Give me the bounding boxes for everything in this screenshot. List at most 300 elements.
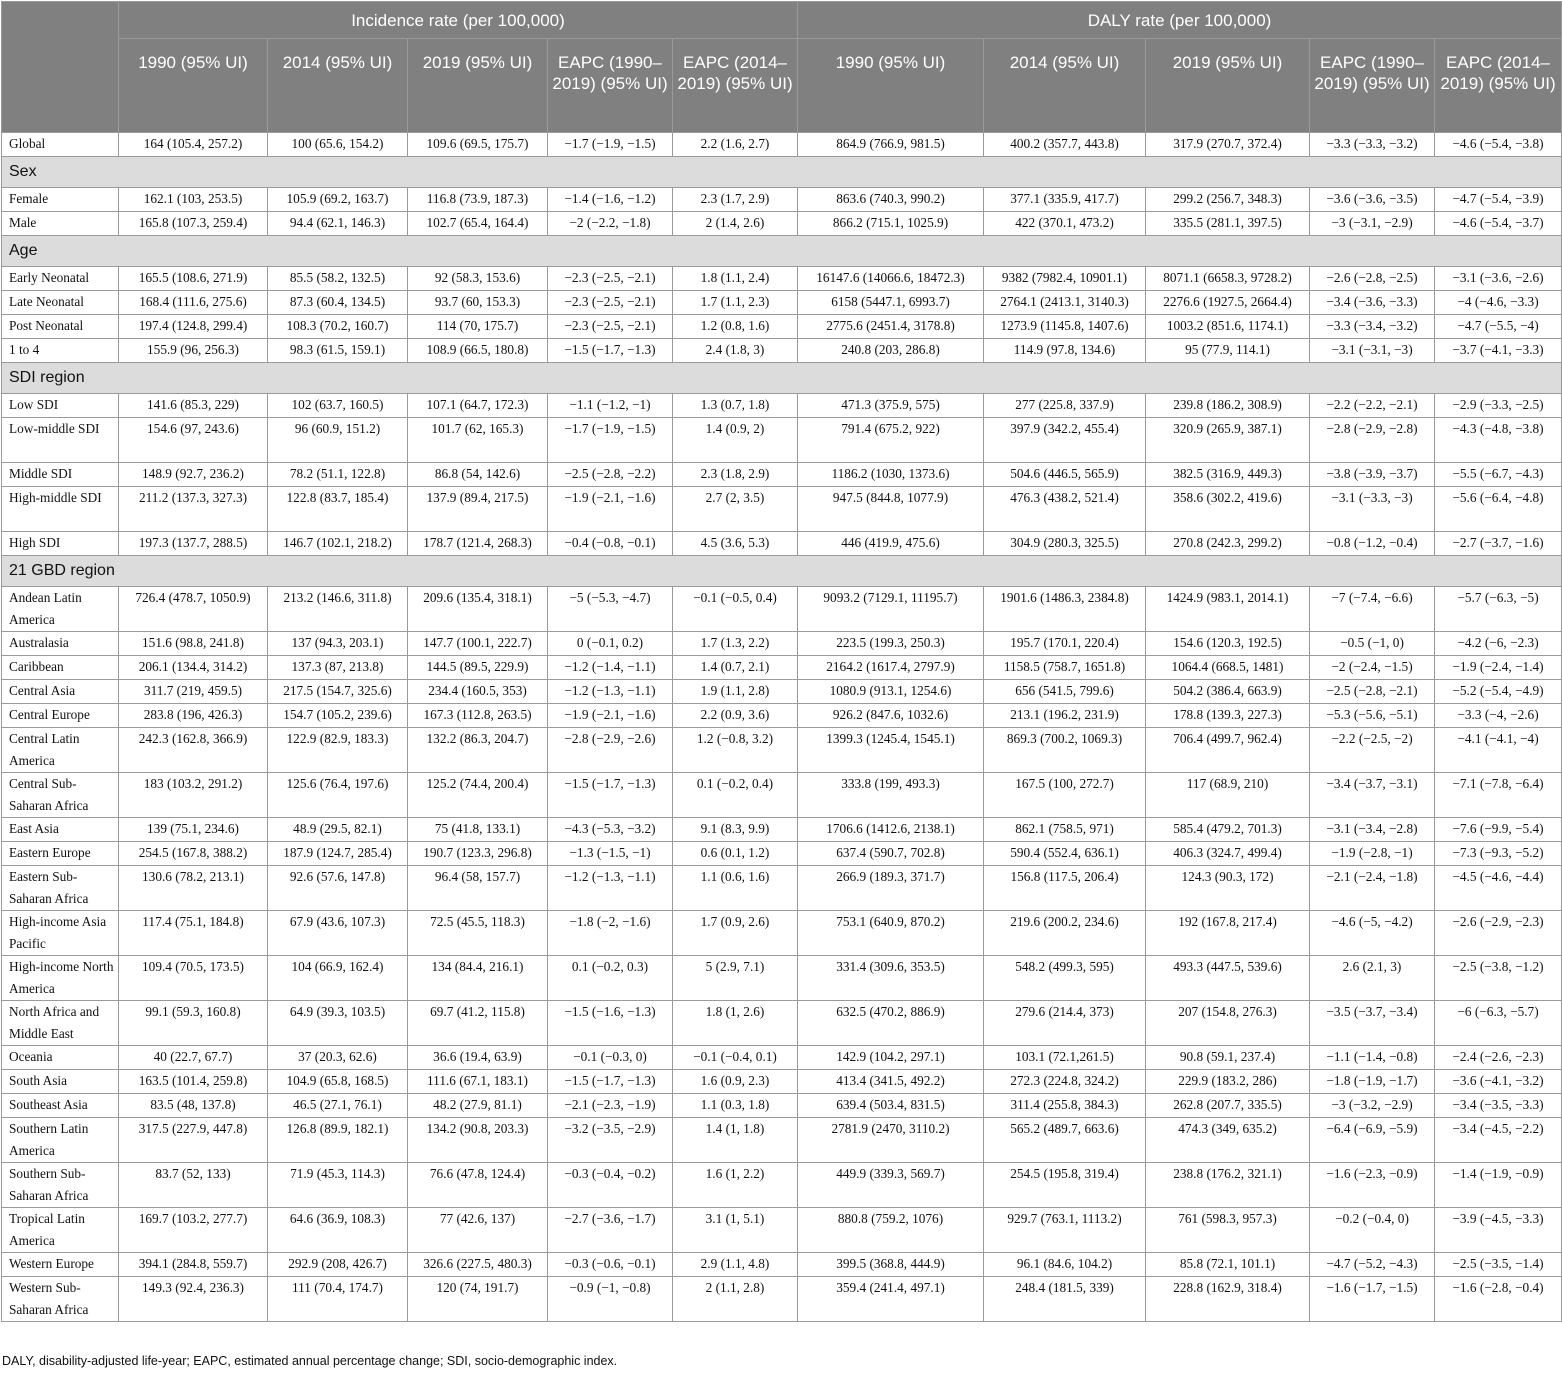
data-cell: 0.1 (−0.2, 0.3) bbox=[548, 956, 673, 1001]
data-cell: 137.9 (89.4, 217.5) bbox=[408, 487, 548, 532]
table-row bbox=[2, 1208, 1562, 1253]
column-header: EAPC (2014–2019) (95% UI) bbox=[1435, 39, 1562, 133]
data-cell: 272.3 (224.8, 324.2) bbox=[984, 1070, 1146, 1094]
data-cell: −4 (−4.6, −3.3) bbox=[1435, 291, 1562, 315]
data-cell: −1.3 (−1.5, −1) bbox=[548, 842, 673, 866]
group-header-daly: DALY rate (per 100,000) bbox=[798, 2, 1562, 39]
data-cell: 311.4 (255.8, 384.3) bbox=[984, 1094, 1146, 1118]
data-cell: 292.9 (208, 426.7) bbox=[268, 1253, 408, 1277]
column-header: 2019 (95% UI) bbox=[1146, 39, 1310, 133]
data-cell: −3.1 (−3.6, −2.6) bbox=[1435, 267, 1562, 291]
data-cell: −1.9 (−2.8, −1) bbox=[1310, 842, 1435, 866]
data-cell: 1.7 (1.3, 2.2) bbox=[673, 632, 798, 656]
table-row bbox=[2, 1070, 1562, 1094]
data-cell: 2 (1.1, 2.8) bbox=[673, 1277, 798, 1322]
data-cell: 1158.5 (758.7, 1651.8) bbox=[984, 656, 1146, 680]
data-cell: 103.1 (72.1,261.5) bbox=[984, 1046, 1146, 1070]
data-cell: 223.5 (199.3, 250.3) bbox=[798, 632, 984, 656]
table-row bbox=[2, 188, 1562, 212]
section-row bbox=[2, 157, 1562, 188]
data-cell: 254.5 (195.8, 319.4) bbox=[984, 1163, 1146, 1208]
row-label: High SDI bbox=[2, 532, 119, 556]
data-cell: 311.7 (219, 459.5) bbox=[119, 680, 268, 704]
row-label: Middle SDI bbox=[2, 463, 119, 487]
row-label: Central Asia bbox=[2, 680, 119, 704]
data-cell: 197.4 (124.8, 299.4) bbox=[119, 315, 268, 339]
table-row bbox=[2, 463, 1562, 487]
data-cell: 125.6 (76.4, 197.6) bbox=[268, 773, 408, 818]
data-cell: −3.4 (−3.7, −3.1) bbox=[1310, 773, 1435, 818]
data-cell: −2.6 (−2.9, −2.3) bbox=[1435, 911, 1562, 956]
data-cell: −0.5 (−1, 0) bbox=[1310, 632, 1435, 656]
data-cell: 234.4 (160.5, 353) bbox=[408, 680, 548, 704]
data-cell: 304.9 (280.3, 325.5) bbox=[984, 532, 1146, 556]
row-label: Central Europe bbox=[2, 704, 119, 728]
data-cell: −4.6 (−5.4, −3.7) bbox=[1435, 212, 1562, 236]
row-label: Oceania bbox=[2, 1046, 119, 1070]
data-cell: −3.4 (−4.5, −2.2) bbox=[1435, 1118, 1562, 1163]
data-cell: 130.6 (78.2, 213.1) bbox=[119, 866, 268, 911]
data-cell: 317.9 (270.7, 372.4) bbox=[1146, 133, 1310, 157]
data-cell: 139 (75.1, 234.6) bbox=[119, 818, 268, 842]
data-cell: 397.9 (342.2, 455.4) bbox=[984, 418, 1146, 463]
data-cell: −2.4 (−2.6, −2.3) bbox=[1435, 1046, 1562, 1070]
data-cell: 85.8 (72.1, 101.1) bbox=[1146, 1253, 1310, 1277]
data-cell: 753.1 (640.9, 870.2) bbox=[798, 911, 984, 956]
data-cell: 117.4 (75.1, 184.8) bbox=[119, 911, 268, 956]
row-label: Early Neonatal bbox=[2, 267, 119, 291]
data-cell: 209.6 (135.4, 318.1) bbox=[408, 587, 548, 632]
data-cell: 1.3 (0.7, 1.8) bbox=[673, 394, 798, 418]
data-cell: 1064.4 (668.5, 1481) bbox=[1146, 656, 1310, 680]
data-cell: 1186.2 (1030, 1373.6) bbox=[798, 463, 984, 487]
data-cell: −0.8 (−1.2, −0.4) bbox=[1310, 532, 1435, 556]
data-cell: 102 (63.7, 160.5) bbox=[268, 394, 408, 418]
data-cell: 0.1 (−0.2, 0.4) bbox=[673, 773, 798, 818]
data-cell: −7.1 (−7.8, −6.4) bbox=[1435, 773, 1562, 818]
data-cell: −1.9 (−2.1, −1.6) bbox=[548, 704, 673, 728]
data-cell: −3.2 (−3.5, −2.9) bbox=[548, 1118, 673, 1163]
table-footnote: DALY, disability-adjusted life-year; EAPC, estimated annual percentage change; SDI, socio-demographic index. bbox=[2, 1354, 618, 1368]
data-cell: −4.2 (−6, −2.3) bbox=[1435, 632, 1562, 656]
data-cell: −1.2 (−1.4, −1.1) bbox=[548, 656, 673, 680]
data-cell: 1273.9 (1145.8, 1407.6) bbox=[984, 315, 1146, 339]
data-cell: 791.4 (675.2, 922) bbox=[798, 418, 984, 463]
data-cell: 2.3 (1.8, 2.9) bbox=[673, 463, 798, 487]
data-cell: 120 (74, 191.7) bbox=[408, 1277, 548, 1322]
data-cell: −3.4 (−3.6, −3.3) bbox=[1310, 291, 1435, 315]
data-cell: 96 (60.9, 151.2) bbox=[268, 418, 408, 463]
data-cell: 1.9 (1.1, 2.8) bbox=[673, 680, 798, 704]
data-cell: 167.3 (112.8, 263.5) bbox=[408, 704, 548, 728]
data-cell: 109.6 (69.5, 175.7) bbox=[408, 133, 548, 157]
table-row bbox=[2, 680, 1562, 704]
data-cell: −0.3 (−0.4, −0.2) bbox=[548, 1163, 673, 1208]
data-cell: 929.7 (763.1, 1113.2) bbox=[984, 1208, 1146, 1253]
table-row bbox=[2, 291, 1562, 315]
data-cell: 108.3 (70.2, 160.7) bbox=[268, 315, 408, 339]
data-cell: 213.2 (146.6, 311.8) bbox=[268, 587, 408, 632]
data-cell: 656 (541.5, 799.6) bbox=[984, 680, 1146, 704]
data-cell: 105.9 (69.2, 163.7) bbox=[268, 188, 408, 212]
data-cell: 248.4 (181.5, 339) bbox=[984, 1277, 1146, 1322]
section-row bbox=[2, 236, 1562, 267]
data-cell: −2.1 (−2.3, −1.9) bbox=[548, 1094, 673, 1118]
column-header: EAPC (1990–2019) (95% UI) bbox=[1310, 39, 1435, 133]
data-cell: −4.7 (−5.2, −4.3) bbox=[1310, 1253, 1435, 1277]
data-cell: −3.3 (−4, −2.6) bbox=[1435, 704, 1562, 728]
data-cell: 125.2 (74.4, 200.4) bbox=[408, 773, 548, 818]
table-row bbox=[2, 1163, 1562, 1208]
data-cell: 1.6 (0.9, 2.3) bbox=[673, 1070, 798, 1094]
data-cell: 504.6 (446.5, 565.9) bbox=[984, 463, 1146, 487]
data-cell: 190.7 (123.3, 296.8) bbox=[408, 842, 548, 866]
data-cell: 114.9 (97.8, 134.6) bbox=[984, 339, 1146, 363]
data-cell: 283.8 (196, 426.3) bbox=[119, 704, 268, 728]
data-cell: 137 (94.3, 203.1) bbox=[268, 632, 408, 656]
data-cell: 299.2 (256.7, 348.3) bbox=[1146, 188, 1310, 212]
row-label: Southeast Asia bbox=[2, 1094, 119, 1118]
data-cell: 279.6 (214.4, 373) bbox=[984, 1001, 1146, 1046]
data-cell: −1.5 (−1.7, −1.3) bbox=[548, 1070, 673, 1094]
data-cell: −0.1 (−0.3, 0) bbox=[548, 1046, 673, 1070]
data-cell: 87.3 (60.4, 134.5) bbox=[268, 291, 408, 315]
table-row bbox=[2, 728, 1562, 773]
data-cell: 108.9 (66.5, 180.8) bbox=[408, 339, 548, 363]
data-cell: 76.6 (47.8, 124.4) bbox=[408, 1163, 548, 1208]
table-row bbox=[2, 418, 1562, 463]
table-row bbox=[2, 1046, 1562, 1070]
row-label: Andean Latin America bbox=[2, 587, 119, 632]
table-row bbox=[2, 1094, 1562, 1118]
data-cell: −4.1 (−4.1, −4) bbox=[1435, 728, 1562, 773]
row-label: Southern Sub-Saharan Africa bbox=[2, 1163, 119, 1208]
data-cell: 471.3 (375.9, 575) bbox=[798, 394, 984, 418]
data-cell: 382.5 (316.9, 449.3) bbox=[1146, 463, 1310, 487]
data-cell: 104 (66.9, 162.4) bbox=[268, 956, 408, 1001]
data-cell: 399.5 (368.8, 444.9) bbox=[798, 1253, 984, 1277]
table-body bbox=[2, 133, 1562, 1322]
data-cell: −1.7 (−1.9, −1.5) bbox=[548, 418, 673, 463]
data-cell: −3.3 (−3.4, −3.2) bbox=[1310, 315, 1435, 339]
data-cell: −1.5 (−1.6, −1.3) bbox=[548, 1001, 673, 1046]
data-cell: 213.1 (196.2, 231.9) bbox=[984, 704, 1146, 728]
table-row bbox=[2, 1118, 1562, 1163]
data-cell: −2.8 (−2.9, −2.8) bbox=[1310, 418, 1435, 463]
table-row bbox=[2, 212, 1562, 236]
data-cell: 95 (77.9, 114.1) bbox=[1146, 339, 1310, 363]
data-cell: 217.5 (154.7, 325.6) bbox=[268, 680, 408, 704]
data-cell: 266.9 (189.3, 371.7) bbox=[798, 866, 984, 911]
data-cell: 394.1 (284.8, 559.7) bbox=[119, 1253, 268, 1277]
row-label: Male bbox=[2, 212, 119, 236]
data-cell: 358.6 (302.2, 419.6) bbox=[1146, 487, 1310, 532]
data-cell: −0.9 (−1, −0.8) bbox=[548, 1277, 673, 1322]
data-cell: −3.1 (−3.1, −3) bbox=[1310, 339, 1435, 363]
data-cell: 111.6 (67.1, 183.1) bbox=[408, 1070, 548, 1094]
section-label: 21 GBD region bbox=[2, 556, 1562, 587]
data-cell: −0.1 (−0.4, 0.1) bbox=[673, 1046, 798, 1070]
data-cell: 211.2 (137.3, 327.3) bbox=[119, 487, 268, 532]
data-cell: 155.9 (96, 256.3) bbox=[119, 339, 268, 363]
column-header: 2014 (95% UI) bbox=[268, 39, 408, 133]
data-cell: −1.9 (−2.4, −1.4) bbox=[1435, 656, 1562, 680]
data-cell: 3.1 (1, 5.1) bbox=[673, 1208, 798, 1253]
column-header: 2019 (95% UI) bbox=[408, 39, 548, 133]
data-cell: 48.9 (29.5, 82.1) bbox=[268, 818, 408, 842]
data-cell: −1.6 (−1.7, −1.5) bbox=[1310, 1277, 1435, 1322]
data-cell: −2.7 (−3.7, −1.6) bbox=[1435, 532, 1562, 556]
data-cell: 187.9 (124.7, 285.4) bbox=[268, 842, 408, 866]
data-cell: 637.4 (590.7, 702.8) bbox=[798, 842, 984, 866]
data-cell: −2.2 (−2.5, −2) bbox=[1310, 728, 1435, 773]
table-row bbox=[2, 911, 1562, 956]
data-cell: −3.8 (−3.9, −3.7) bbox=[1310, 463, 1435, 487]
data-cell: −2.1 (−2.4, −1.8) bbox=[1310, 866, 1435, 911]
data-cell: 1.1 (0.3, 1.8) bbox=[673, 1094, 798, 1118]
data-cell: 117 (68.9, 210) bbox=[1146, 773, 1310, 818]
row-label: High-income Asia Pacific bbox=[2, 911, 119, 956]
data-cell: −2.3 (−2.5, −2.1) bbox=[548, 291, 673, 315]
data-cell: 163.5 (101.4, 259.8) bbox=[119, 1070, 268, 1094]
data-cell: −2.8 (−2.9, −2.6) bbox=[548, 728, 673, 773]
corner-header bbox=[2, 2, 119, 133]
data-cell: 947.5 (844.8, 1077.9) bbox=[798, 487, 984, 532]
data-cell: 1.6 (1, 2.2) bbox=[673, 1163, 798, 1208]
data-cell: 1.7 (0.9, 2.6) bbox=[673, 911, 798, 956]
data-cell: 156.8 (117.5, 206.4) bbox=[984, 866, 1146, 911]
data-cell: 151.6 (98.8, 241.8) bbox=[119, 632, 268, 656]
row-label: Western Europe bbox=[2, 1253, 119, 1277]
data-cell: 2775.6 (2451.4, 3178.8) bbox=[798, 315, 984, 339]
data-cell: 192 (167.8, 217.4) bbox=[1146, 911, 1310, 956]
data-cell: −4.3 (−5.3, −3.2) bbox=[548, 818, 673, 842]
data-cell: 406.3 (324.7, 499.4) bbox=[1146, 842, 1310, 866]
data-cell: −2.6 (−2.8, −2.5) bbox=[1310, 267, 1435, 291]
data-cell: 590.4 (552.4, 636.1) bbox=[984, 842, 1146, 866]
data-cell: −5.3 (−5.6, −5.1) bbox=[1310, 704, 1435, 728]
table-row bbox=[2, 267, 1562, 291]
row-label: Post Neonatal bbox=[2, 315, 119, 339]
data-cell: −4.7 (−5.5, −4) bbox=[1435, 315, 1562, 339]
data-cell: 2.4 (1.8, 3) bbox=[673, 339, 798, 363]
data-cell: 632.5 (470.2, 886.9) bbox=[798, 1001, 984, 1046]
row-label: Central Sub-Saharan Africa bbox=[2, 773, 119, 818]
data-cell: 96.4 (58, 157.7) bbox=[408, 866, 548, 911]
data-cell: −1.2 (−1.3, −1.1) bbox=[548, 866, 673, 911]
data-cell: 1.8 (1, 2.6) bbox=[673, 1001, 798, 1046]
data-cell: 2.9 (1.1, 4.8) bbox=[673, 1253, 798, 1277]
data-cell: 880.8 (759.2, 1076) bbox=[798, 1208, 984, 1253]
data-cell: 864.9 (766.9, 981.5) bbox=[798, 133, 984, 157]
data-cell: 64.9 (39.3, 103.5) bbox=[268, 1001, 408, 1046]
data-cell: 72.5 (45.5, 118.3) bbox=[408, 911, 548, 956]
data-cell: 86.8 (54, 142.6) bbox=[408, 463, 548, 487]
row-label: South Asia bbox=[2, 1070, 119, 1094]
data-cell: 228.8 (162.9, 318.4) bbox=[1146, 1277, 1310, 1322]
data-cell: −3.1 (−3.4, −2.8) bbox=[1310, 818, 1435, 842]
row-label: High-middle SDI bbox=[2, 487, 119, 532]
data-cell: 548.2 (499.3, 595) bbox=[984, 956, 1146, 1001]
data-cell: 100 (65.6, 154.2) bbox=[268, 133, 408, 157]
data-cell: 2.7 (2, 3.5) bbox=[673, 487, 798, 532]
data-cell: 165.8 (107.3, 259.4) bbox=[119, 212, 268, 236]
data-cell: −5.5 (−6.7, −4.3) bbox=[1435, 463, 1562, 487]
table-row bbox=[2, 956, 1562, 1001]
data-cell: −0.3 (−0.6, −0.1) bbox=[548, 1253, 673, 1277]
incidence-daly-table bbox=[1, 1, 1562, 1322]
section-label: Sex bbox=[2, 157, 1562, 188]
data-cell: 94.4 (62.1, 146.3) bbox=[268, 212, 408, 236]
data-cell: 122.8 (83.7, 185.4) bbox=[268, 487, 408, 532]
data-cell: −1.2 (−1.3, −1.1) bbox=[548, 680, 673, 704]
data-cell: 9.1 (8.3, 9.9) bbox=[673, 818, 798, 842]
data-cell: 1.8 (1.1, 2.4) bbox=[673, 267, 798, 291]
data-cell: −3.3 (−3.3, −3.2) bbox=[1310, 133, 1435, 157]
column-header: EAPC (1990–2019) (95% UI) bbox=[548, 39, 673, 133]
data-cell: 148.9 (92.7, 236.2) bbox=[119, 463, 268, 487]
data-cell: 107.1 (64.7, 172.3) bbox=[408, 394, 548, 418]
data-cell: 2 (1.4, 2.6) bbox=[673, 212, 798, 236]
data-cell: 1.1 (0.6, 1.6) bbox=[673, 866, 798, 911]
data-cell: −3.4 (−3.5, −3.3) bbox=[1435, 1094, 1562, 1118]
table-row bbox=[2, 842, 1562, 866]
data-cell: −7.3 (−9.3, −5.2) bbox=[1435, 842, 1562, 866]
data-cell: 132.2 (86.3, 204.7) bbox=[408, 728, 548, 773]
data-cell: 504.2 (386.4, 663.9) bbox=[1146, 680, 1310, 704]
data-cell: 142.9 (104.2, 297.1) bbox=[798, 1046, 984, 1070]
data-cell: −3.5 (−3.7, −3.4) bbox=[1310, 1001, 1435, 1046]
row-label: Global bbox=[2, 133, 119, 157]
data-cell: 1.4 (0.7, 2.1) bbox=[673, 656, 798, 680]
data-cell: 48.2 (27.9, 81.1) bbox=[408, 1094, 548, 1118]
data-cell: 9093.2 (7129.1, 11195.7) bbox=[798, 587, 984, 632]
data-cell: 147.7 (100.1, 222.7) bbox=[408, 632, 548, 656]
data-cell: 144.5 (89.5, 229.9) bbox=[408, 656, 548, 680]
table-row bbox=[2, 704, 1562, 728]
data-cell: 195.7 (170.1, 220.4) bbox=[984, 632, 1146, 656]
table-row bbox=[2, 818, 1562, 842]
data-cell: −5.6 (−6.4, −4.8) bbox=[1435, 487, 1562, 532]
data-cell: 206.1 (134.4, 314.2) bbox=[119, 656, 268, 680]
column-header: 2014 (95% UI) bbox=[984, 39, 1146, 133]
row-label: Eastern Sub-Saharan Africa bbox=[2, 866, 119, 911]
data-cell: 377.1 (335.9, 417.7) bbox=[984, 188, 1146, 212]
row-label: Central Latin America bbox=[2, 728, 119, 773]
data-cell: 111 (70.4, 174.7) bbox=[268, 1277, 408, 1322]
data-cell: 2764.1 (2413.1, 3140.3) bbox=[984, 291, 1146, 315]
data-cell: −5.7 (−6.3, −5) bbox=[1435, 587, 1562, 632]
table-row bbox=[2, 587, 1562, 632]
data-cell: 154.7 (105.2, 239.6) bbox=[268, 704, 408, 728]
row-label: Australasia bbox=[2, 632, 119, 656]
data-cell: 1.2 (0.8, 1.6) bbox=[673, 315, 798, 339]
data-cell: 102.7 (65.4, 164.4) bbox=[408, 212, 548, 236]
row-label: 1 to 4 bbox=[2, 339, 119, 363]
data-cell: −1.9 (−2.1, −1.6) bbox=[548, 487, 673, 532]
data-cell: 1.4 (0.9, 2) bbox=[673, 418, 798, 463]
data-cell: 83.5 (48, 137.8) bbox=[119, 1094, 268, 1118]
row-label: East Asia bbox=[2, 818, 119, 842]
data-cell: 99.1 (59.3, 160.8) bbox=[119, 1001, 268, 1046]
data-cell: 476.3 (438.2, 521.4) bbox=[984, 487, 1146, 532]
data-cell: 164 (105.4, 257.2) bbox=[119, 133, 268, 157]
data-cell: 149.3 (92.4, 236.3) bbox=[119, 1277, 268, 1322]
table-row bbox=[2, 339, 1562, 363]
column-header: 1990 (95% UI) bbox=[798, 39, 984, 133]
data-cell: 167.5 (100, 272.7) bbox=[984, 773, 1146, 818]
data-cell: 1706.6 (1412.6, 2138.1) bbox=[798, 818, 984, 842]
data-cell: 5 (2.9, 7.1) bbox=[673, 956, 798, 1001]
data-cell: 165.5 (108.6, 271.9) bbox=[119, 267, 268, 291]
row-label: Late Neonatal bbox=[2, 291, 119, 315]
data-cell: 93.7 (60, 153.3) bbox=[408, 291, 548, 315]
data-cell: 1.2 (−0.8, 3.2) bbox=[673, 728, 798, 773]
data-cell: 197.3 (137.7, 288.5) bbox=[119, 532, 268, 556]
data-cell: 154.6 (97, 243.6) bbox=[119, 418, 268, 463]
column-header: EAPC (2014–2019) (95% UI) bbox=[673, 39, 798, 133]
data-cell: 134 (84.4, 216.1) bbox=[408, 956, 548, 1001]
section-label: Age bbox=[2, 236, 1562, 267]
data-cell: 320.9 (265.9, 387.1) bbox=[1146, 418, 1310, 463]
data-cell: 326.6 (227.5, 480.3) bbox=[408, 1253, 548, 1277]
data-cell: 238.8 (176.2, 321.1) bbox=[1146, 1163, 1310, 1208]
data-cell: −1.4 (−1.9, −0.9) bbox=[1435, 1163, 1562, 1208]
section-label: SDI region bbox=[2, 363, 1562, 394]
data-cell: 146.7 (102.1, 218.2) bbox=[268, 532, 408, 556]
data-cell: 2.2 (1.6, 2.7) bbox=[673, 133, 798, 157]
data-cell: 104.9 (65.8, 168.5) bbox=[268, 1070, 408, 1094]
data-cell: 92 (58.3, 153.6) bbox=[408, 267, 548, 291]
data-cell: 178.8 (139.3, 227.3) bbox=[1146, 704, 1310, 728]
data-cell: −1.1 (−1.2, −1) bbox=[548, 394, 673, 418]
data-cell: 77 (42.6, 137) bbox=[408, 1208, 548, 1253]
data-cell: −6.4 (−6.9, −5.9) bbox=[1310, 1118, 1435, 1163]
data-cell: 726.4 (478.7, 1050.9) bbox=[119, 587, 268, 632]
data-cell: 229.9 (183.2, 286) bbox=[1146, 1070, 1310, 1094]
row-label: Low SDI bbox=[2, 394, 119, 418]
data-cell: 359.4 (241.4, 497.1) bbox=[798, 1277, 984, 1322]
data-cell: 2276.6 (1927.5, 2664.4) bbox=[1146, 291, 1310, 315]
data-cell: 869.3 (700.2, 1069.3) bbox=[984, 728, 1146, 773]
data-cell: 36.6 (19.4, 63.9) bbox=[408, 1046, 548, 1070]
data-cell: −3 (−3.2, −2.9) bbox=[1310, 1094, 1435, 1118]
table-row bbox=[2, 866, 1562, 911]
data-cell: 639.4 (503.4, 831.5) bbox=[798, 1094, 984, 1118]
data-table-container bbox=[1, 1, 1561, 1322]
data-cell: 207 (154.8, 276.3) bbox=[1146, 1001, 1310, 1046]
data-cell: 585.4 (479.2, 701.3) bbox=[1146, 818, 1310, 842]
data-cell: 134.2 (90.8, 203.3) bbox=[408, 1118, 548, 1163]
data-cell: −1.5 (−1.7, −1.3) bbox=[548, 773, 673, 818]
section-row bbox=[2, 363, 1562, 394]
data-cell: 67.9 (43.6, 107.3) bbox=[268, 911, 408, 956]
data-cell: 122.9 (82.9, 183.3) bbox=[268, 728, 408, 773]
data-cell: −4.6 (−5, −4.2) bbox=[1310, 911, 1435, 956]
data-cell: −1.6 (−2.8, −0.4) bbox=[1435, 1277, 1562, 1322]
table-row bbox=[2, 773, 1562, 818]
data-cell: 8071.1 (6658.3, 9728.2) bbox=[1146, 267, 1310, 291]
row-label: Female bbox=[2, 188, 119, 212]
data-cell: 9382 (7982.4, 10901.1) bbox=[984, 267, 1146, 291]
data-cell: −1.4 (−1.6, −1.2) bbox=[548, 188, 673, 212]
data-cell: 706.4 (499.7, 962.4) bbox=[1146, 728, 1310, 773]
data-cell: 92.6 (57.6, 147.8) bbox=[268, 866, 408, 911]
data-cell: −5 (−5.3, −4.7) bbox=[548, 587, 673, 632]
data-cell: 242.3 (162.8, 366.9) bbox=[119, 728, 268, 773]
data-cell: −0.1 (−0.5, 0.4) bbox=[673, 587, 798, 632]
data-cell: 71.9 (45.3, 114.3) bbox=[268, 1163, 408, 1208]
